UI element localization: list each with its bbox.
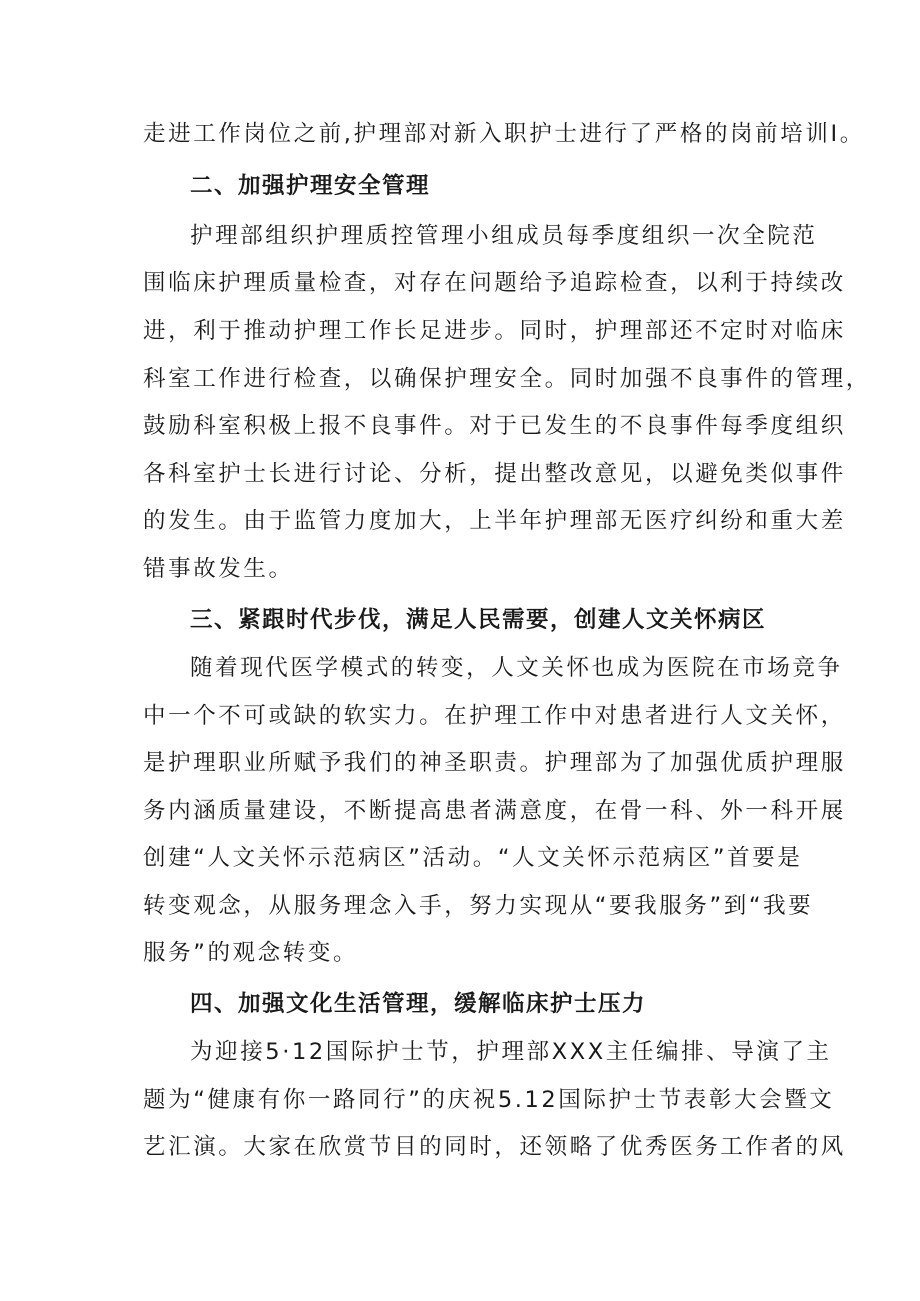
paragraph-line: 是护理职业所赋予我们的神圣职责。护理部为了加强优质护理服 bbox=[143, 750, 846, 776]
paragraph-line: 随着现代医学模式的转变，人文关怀也成为医院在市场竞争 bbox=[190, 655, 843, 681]
paragraph-line: 围临床护理质量检查，对存在问题给予追踪检查，以利于持续改 bbox=[143, 270, 846, 296]
paragraph-line: 务内涵质量建设，不断提高患者满意度，在骨一科、外一科开展 bbox=[143, 798, 846, 824]
paragraph-line: 科室工作进行检查，以确保护理安全。同时加强不良事件的管理， bbox=[143, 366, 871, 392]
paragraph-line: 服务”的观念转变。 bbox=[143, 940, 359, 966]
paragraph-line: 中一个不可或缺的软实力。在护理工作中对患者进行人文关怀， bbox=[143, 703, 846, 729]
paragraph-line: 转变观念，从服务理念入手，努力实现从“要我服务”到“我要 bbox=[143, 893, 814, 919]
paragraph-line: 创建“人文关怀示范病区”活动。“人文关怀示范病区”首要是 bbox=[143, 845, 803, 871]
paragraph-line: 为迎接5·12国际护士节，护理部XXX主任编排、导演了主 bbox=[190, 1039, 832, 1065]
paragraph-line: 的发生。由于监管力度加大，上半年护理部无医疗纠纷和重大差 bbox=[143, 508, 846, 534]
paragraph-line: 走进工作岗位之前,护理部对新入职护士进行了严格的岗前培训I。 bbox=[143, 121, 865, 147]
paragraph-line: 题为“健康有你一路同行”的庆祝5.12国际护士节表彰大会暨文 bbox=[143, 1087, 835, 1113]
paragraph-line: 错事故发生。 bbox=[143, 556, 294, 582]
paragraph-line: 各科室护士长进行讨论、分析，提出整改意见，以避免类似事件 bbox=[143, 461, 846, 487]
section-heading-4: 四、加强文化生活管理，缓解临床护士压力 bbox=[190, 991, 647, 1017]
section-heading-3: 三、紧跟时代步伐，满足人民需要，创建人文关怀病区 bbox=[190, 607, 767, 633]
section-heading-2: 二、加强护理安全管理 bbox=[190, 173, 431, 199]
paragraph-line: 护理部组织护理质控管理小组成员每季度组织一次全院范 bbox=[190, 223, 818, 249]
paragraph-line: 进，利于推动护理工作长足进步。同时，护理部还不定时对临床 bbox=[143, 318, 846, 344]
paragraph-line: 艺汇演。大家在欣赏节目的同时，还领略了优秀医务工作者的风 bbox=[143, 1134, 846, 1160]
paragraph-line: 鼓励科室积极上报不良事件。对于已发生的不良事件每季度组织 bbox=[143, 413, 846, 439]
